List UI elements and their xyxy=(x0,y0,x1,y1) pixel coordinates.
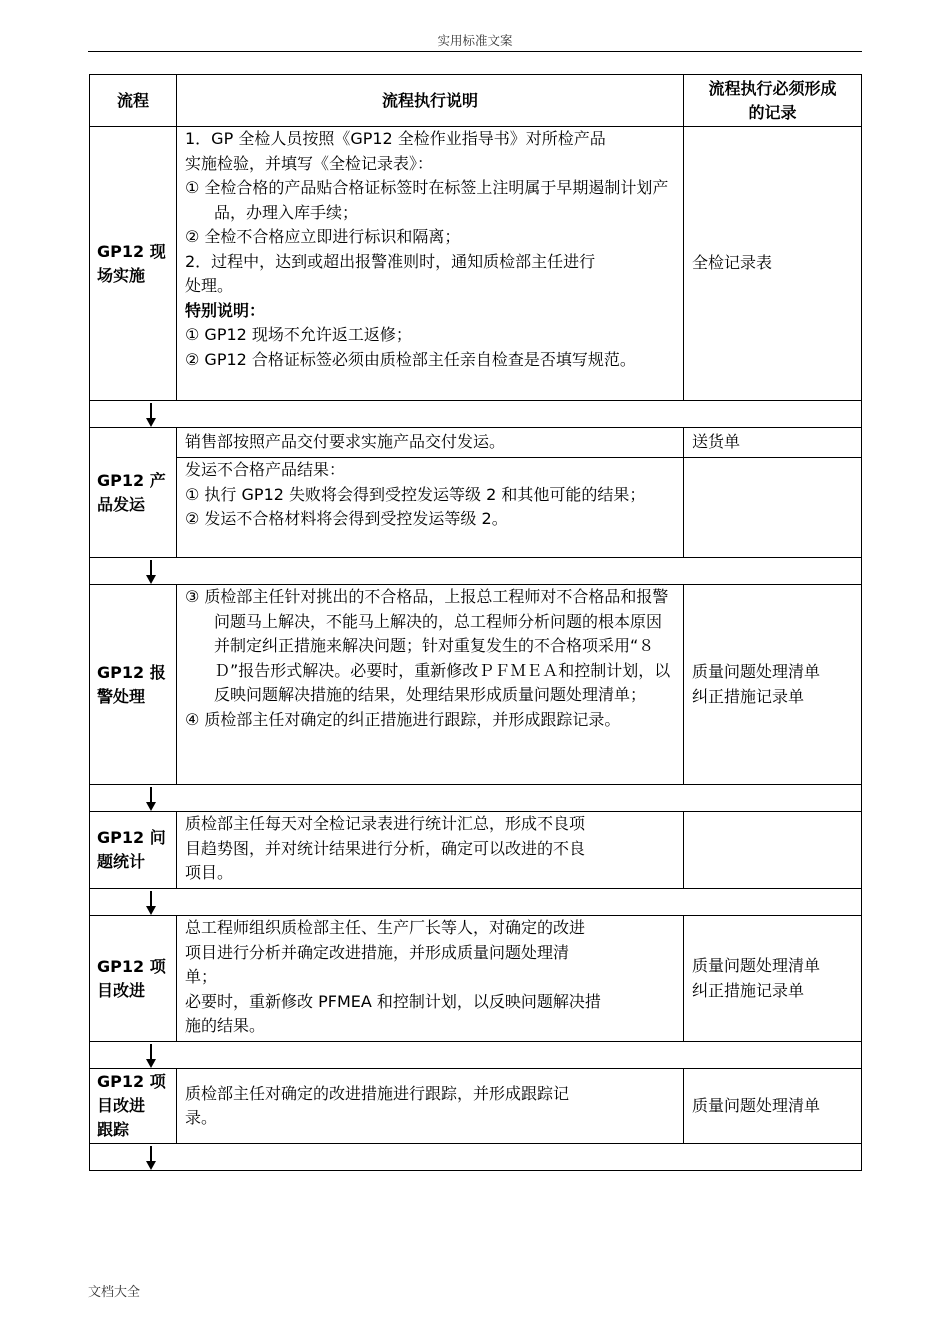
description-cell xyxy=(177,812,684,889)
record-line: 质量问题处理清单 xyxy=(692,662,821,681)
desc-line: 施的结果。 xyxy=(185,1016,266,1035)
down-arrow-icon xyxy=(146,1146,156,1170)
description-cell xyxy=(177,916,684,1042)
arrow-cell xyxy=(90,889,862,916)
arrow-cell xyxy=(90,1042,862,1069)
stage-line: 跟踪 xyxy=(97,1120,130,1139)
table-row xyxy=(90,812,862,889)
table-header-row xyxy=(90,75,862,127)
description-cell xyxy=(177,1069,684,1144)
desc-item: ② 全检不合格应立即进行标识和隔离； xyxy=(185,227,461,246)
stage-line: GP12 问 xyxy=(97,828,166,847)
stage-line: 警处理 xyxy=(97,686,146,706)
desc-line: 2．过程中，达到或超出报警准则时，通知质检部主任进行 xyxy=(185,251,596,271)
desc-item: ② GP12 合格证标签必须由质检部主任亲自检查是否填写规范。 xyxy=(185,349,636,369)
stage-cell xyxy=(90,585,177,785)
desc-line: 总工程师组织质检部主任、生产厂长等人，对确定的改进 xyxy=(185,918,586,937)
desc-line: 录。 xyxy=(185,1108,218,1127)
stage-line: 目改进 xyxy=(97,980,146,1000)
desc-item: ② 发运不合格材料将会得到受控发运等级 2。 xyxy=(185,509,508,528)
table-row xyxy=(90,458,862,558)
arrow-row xyxy=(90,889,862,916)
stage-line: 场实施 xyxy=(97,265,146,285)
record-cell xyxy=(684,458,862,558)
stage-cell xyxy=(90,1069,177,1144)
record-line: 纠正措施记录单 xyxy=(692,980,805,1000)
description-cell: 销售部按照产品交付要求实施产品交付发运。 xyxy=(177,428,684,458)
stage-line: GP12 项 xyxy=(97,956,166,976)
down-arrow-icon xyxy=(146,403,156,427)
record-cell xyxy=(684,585,862,785)
arrow-row xyxy=(90,1144,862,1171)
desc-line: 质检部主任每天对全检记录表进行统计汇总，形成不良项 xyxy=(185,814,586,833)
header-description: 流程执行说明 xyxy=(177,75,684,127)
arrow-cell xyxy=(90,401,862,428)
desc-item: ① GP12 现场不允许返工返修； xyxy=(185,325,412,344)
record-cell: 质量问题处理清单 xyxy=(684,1069,862,1144)
stage-line: GP12 产 xyxy=(97,470,166,490)
stage-cell xyxy=(90,812,177,889)
down-arrow-icon xyxy=(146,560,156,584)
page-footer: 文档大全 xyxy=(88,1285,141,1300)
desc-line: 处理。 xyxy=(185,276,234,295)
desc-line: 1．GP 全检人员按照《GP12 全检作业指导书》对所检产品 xyxy=(185,129,606,148)
down-arrow-icon xyxy=(146,891,156,915)
desc-line: 必要时，重新修改 PFMEA 和控制计划，以反映问题解决措 xyxy=(185,991,601,1011)
header-record-line1: 流程执行必须形成 xyxy=(708,78,837,98)
page-header: 实用标准文案 xyxy=(88,33,862,52)
arrow-cell xyxy=(90,1144,862,1171)
down-arrow-icon xyxy=(146,1044,156,1068)
desc-line: 项目。 xyxy=(185,863,234,882)
stage-cell xyxy=(90,127,177,401)
record-line: 纠正措施记录单 xyxy=(692,686,805,706)
desc-item: ① 全检合格的产品贴合格证标签时在标签上注明属于早期遏制计划产品，办理入库手续； xyxy=(185,178,669,222)
stage-cell xyxy=(90,916,177,1042)
desc-line: 发运不合格产品结果： xyxy=(185,460,346,479)
process-flow-table xyxy=(89,74,862,1171)
record-cell xyxy=(684,916,862,1042)
desc-item: ④ 质检部主任对确定的纠正措施进行跟踪，并形成跟踪记录。 xyxy=(185,709,621,729)
table-row xyxy=(90,916,862,1042)
record-cell: 全检记录表 xyxy=(684,127,862,401)
stage-line: 目改进 xyxy=(97,1096,146,1115)
arrow-cell xyxy=(90,785,862,812)
header-record xyxy=(684,75,862,127)
stage-line: GP12 报 xyxy=(97,662,166,682)
arrow-row xyxy=(90,558,862,585)
header-stage: 流程 xyxy=(90,75,177,127)
table-row xyxy=(90,428,862,458)
description-cell xyxy=(177,585,684,785)
record-cell: 送货单 xyxy=(684,428,862,458)
description-cell xyxy=(177,458,684,558)
header-record-line2: 的记录 xyxy=(748,102,797,122)
table-row xyxy=(90,1069,862,1144)
desc-item: ③ 质检部主任针对挑出的不合格品，上报总工程师对不合格品和报警问题马上解决，不能马上解决的，总工程师分析问题的根本原因并制定纠正措施来解决问题；针对重复发生的不合格项采用“８Ｄ”报告形式解决。必要时，重新修改ＰＦＭＥＡ和控制计划，以反映问题解决措施的结果，处理结果形成质量问题处理清单； xyxy=(185,587,671,704)
desc-line: 质检部主任对确定的改进措施进行跟踪，并形成跟踪记 xyxy=(185,1083,570,1103)
desc-line: 项目进行分析并确定改进措施，并形成质量问题处理清 xyxy=(185,942,570,962)
arrow-row xyxy=(90,1042,862,1069)
special-note-label: 特别说明： xyxy=(185,300,266,320)
stage-cell xyxy=(90,428,177,558)
record-line: 质量问题处理清单 xyxy=(692,956,821,975)
description-cell xyxy=(177,127,684,401)
record-cell xyxy=(684,812,862,889)
desc-line: 实施检验，并填写《全检记录表》： xyxy=(185,153,434,173)
arrow-cell xyxy=(90,558,862,585)
arrow-row xyxy=(90,401,862,428)
desc-line: 单； xyxy=(185,967,218,986)
table-row xyxy=(90,585,862,785)
stage-line: 题统计 xyxy=(97,852,146,871)
table-row xyxy=(90,127,862,401)
stage-line: GP12 项 xyxy=(97,1072,166,1091)
desc-item: ① 执行 GP12 失败将会得到受控发运等级 2 和其他可能的结果； xyxy=(185,484,646,504)
stage-line: 品发运 xyxy=(97,494,146,514)
stage-line: GP12 现 xyxy=(97,241,166,261)
down-arrow-icon xyxy=(146,787,156,811)
desc-line: 目趋势图，并对统计结果进行分析，确定可以改进的不良 xyxy=(185,838,586,858)
arrow-row xyxy=(90,785,862,812)
